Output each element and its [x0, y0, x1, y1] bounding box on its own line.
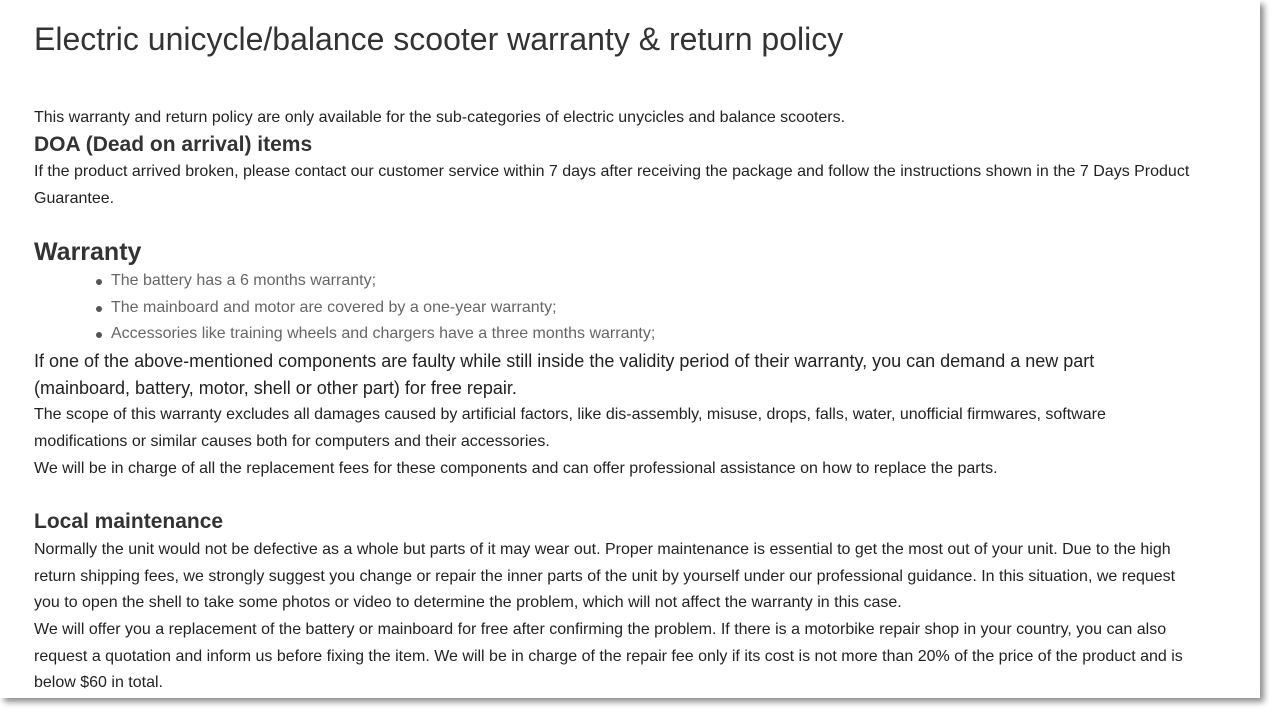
warranty-faulty-text: If one of the above-mentioned components are faulty while still inside the validity period of their warranty, you can demand a new part (mainboard, battery, motor, shell or other part) for free repair. [34, 351, 1095, 398]
warranty-item-text: The battery has a 6 months warranty; [111, 272, 377, 289]
warranty-heading: Warranty [34, 238, 142, 266]
bullet-icon [96, 306, 102, 312]
local-maintenance-paragraph-1: Normally the unit would not be defective as a whole but parts of it may wear out. Proper maintenance is essential to get the most out of your unit. Due to the high return shipping fees, we strongly suggest you change or repair the inner parts of the unit by yourself under our professional guidance. In this situation, we request you to open the shell to take some photos or video to determine the problem, which will not affect the warranty in this case. [34, 541, 1176, 611]
warranty-list-item [94, 295, 655, 322]
bullet-icon [96, 279, 102, 285]
warranty-item-text: Accessories like training wheels and chargers have a three months warranty; [111, 325, 656, 342]
warranty-list-item [94, 268, 655, 295]
bullet-icon [96, 332, 102, 338]
warranty-scope-text: The scope of this warranty excludes all damages caused by artificial factors, like dis-assembly, misuse, drops, falls, water, unofficial firmwares, software modifications or similar causes both for computers and their accessories. [34, 406, 1106, 450]
doa-text: If the product arrived broken, please contact our customer service within 7 days after receiving the package and follow the instructions shown in the 7 Days Product Guarantee. [34, 163, 1190, 207]
local-maintenance-heading: Local maintenance [34, 510, 224, 533]
page-title: Electric unicycle/balance scooter warranty & return policy [34, 21, 844, 57]
warranty-item-text: The mainboard and motor are covered by a one-year warranty; [111, 298, 557, 316]
intro-text: This warranty and return policy are only available for the sub-categories of electric unycicles and balance scooters. [34, 109, 846, 126]
warranty-list-item [94, 321, 655, 348]
local-maintenance-paragraph-2: We will offer you a replacement of the battery or mainboard for free after confirming the problem. If there is a motorbike repair shop in your country, you can also request a quotation and inform us before fixing the item. We will be in charge of the repair fee only if its cost is not more than 20% of the price of the product and is below $60 in total. [34, 621, 1183, 691]
warranty-fees-text: We will be in charge of all the replacement fees for these components and can offer professional assistance on how to replace the parts. [34, 460, 998, 477]
warranty-list [94, 268, 655, 348]
doa-heading: DOA (Dead on arrival) items [34, 133, 313, 156]
